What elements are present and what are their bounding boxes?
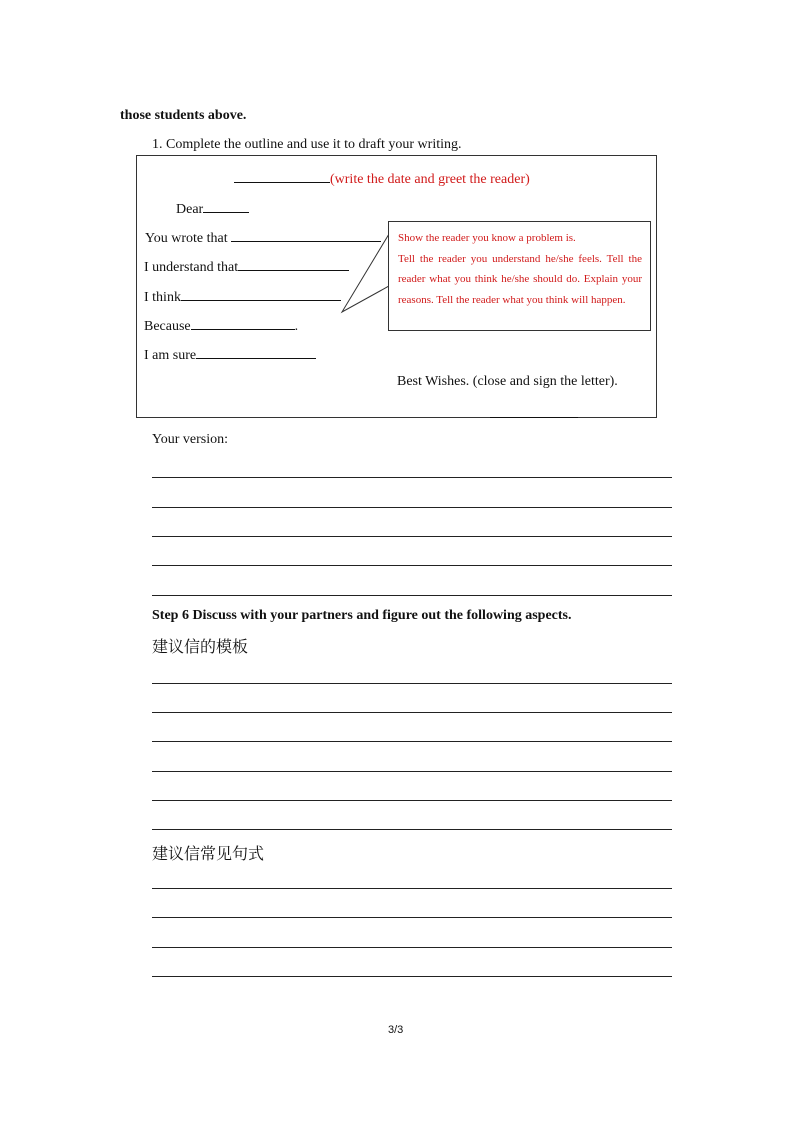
sure-blank[interactable]	[196, 344, 316, 359]
because-period: .	[294, 319, 299, 334]
callout-line-2: Tell the reader you understand he/she feels. Tell the reader what you think he/she should do. Explain your reasons. Tell the reader what you think will happen.	[398, 252, 642, 306]
date-hint: (write the date and greet the reader)	[330, 172, 530, 187]
callout-pointer	[340, 230, 392, 316]
sure-line	[144, 344, 316, 364]
think-line	[144, 286, 341, 306]
step6-heading: Step 6 Discuss with your partners and figure out the following aspects.	[152, 608, 572, 623]
continuation-heading: those students above.	[120, 108, 247, 123]
callout-pointer-shape	[342, 234, 389, 312]
dear-blank[interactable]	[203, 198, 249, 213]
writing-line[interactable]	[152, 536, 672, 537]
understand-line	[144, 256, 349, 276]
signature-blank[interactable]	[490, 417, 578, 418]
writing-line[interactable]	[152, 976, 672, 977]
because-blank[interactable]	[191, 315, 295, 330]
closing-text: Best Wishes. (close and sign the letter).	[397, 374, 618, 389]
you-wrote-label: You wrote that	[145, 231, 228, 246]
think-label: I think	[144, 290, 181, 305]
writing-line[interactable]	[152, 888, 672, 889]
outline-instruction: 1. Complete the outline and use it to draft your writing.	[152, 137, 462, 152]
writing-line[interactable]	[152, 771, 672, 772]
callout-line-1: Show the reader you know a problem is.	[398, 232, 576, 244]
your-version-label: Your version:	[152, 432, 228, 447]
writing-line[interactable]	[152, 683, 672, 684]
writing-line[interactable]	[152, 477, 672, 478]
think-blank[interactable]	[181, 286, 341, 301]
writing-line[interactable]	[152, 595, 672, 596]
page-number: 3/3	[388, 1024, 404, 1036]
writing-line[interactable]	[152, 947, 672, 948]
understand-blank[interactable]	[238, 256, 349, 271]
writing-line[interactable]	[152, 741, 672, 742]
writing-line[interactable]	[152, 800, 672, 801]
sure-label: I am sure	[144, 348, 197, 363]
writing-line[interactable]	[152, 917, 672, 918]
date-blank[interactable]	[234, 168, 330, 183]
writing-line[interactable]	[152, 507, 672, 508]
dear-label: Dear	[176, 202, 204, 217]
dear-line	[176, 198, 249, 218]
template-title: 建议信的模板	[152, 637, 249, 656]
because-label: Because	[144, 319, 191, 334]
writing-line[interactable]	[152, 565, 672, 566]
date-line	[234, 168, 530, 188]
sentences-title: 建议信常见句式	[152, 844, 265, 863]
writing-line[interactable]	[152, 712, 672, 713]
understand-label: I understand that	[144, 260, 239, 275]
because-line	[144, 315, 298, 335]
callout-box	[388, 221, 651, 331]
writing-line[interactable]	[152, 829, 672, 830]
